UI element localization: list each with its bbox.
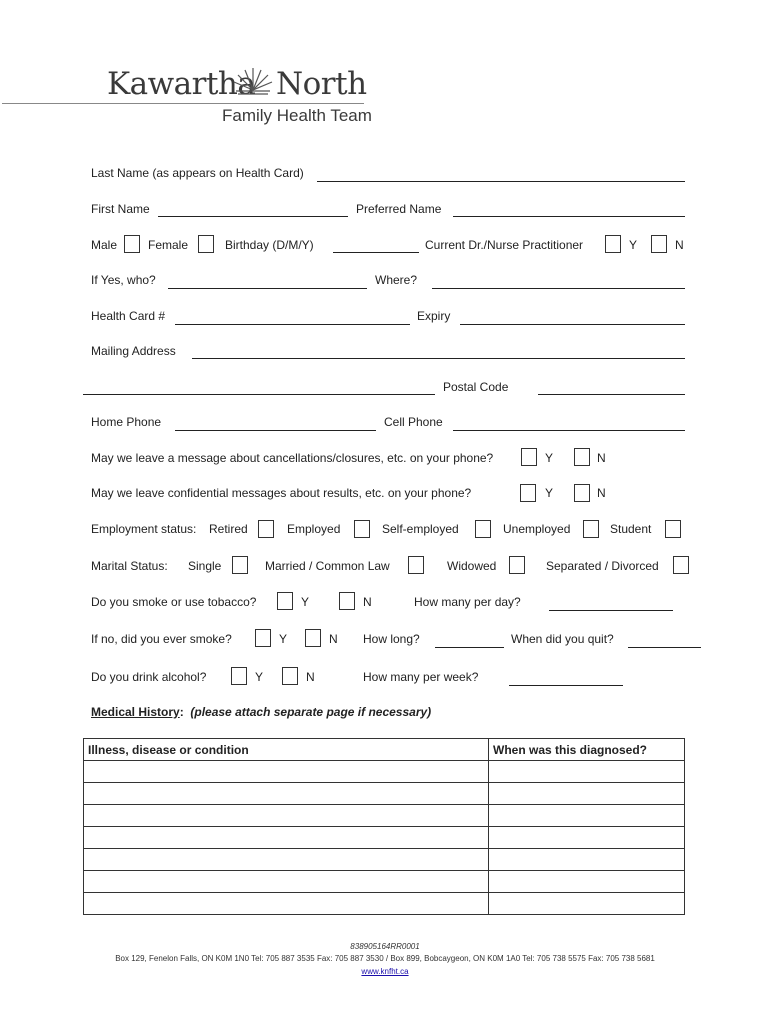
logo-word-left: Kawartha bbox=[107, 66, 256, 102]
employment-unemployed-label: Unemployed bbox=[503, 522, 571, 536]
birthday-field[interactable] bbox=[333, 252, 419, 253]
how-long-field[interactable] bbox=[435, 647, 504, 648]
current-dr-no-label: N bbox=[675, 238, 684, 252]
msg-cancellations-no-label: N bbox=[597, 451, 606, 465]
footer-doc-code: 838905164RR0001 bbox=[350, 942, 420, 951]
table-row bbox=[84, 805, 685, 827]
msg-confidential-no-checkbox[interactable] bbox=[574, 484, 590, 502]
marital-married-label: Married / Common Law bbox=[265, 559, 390, 573]
diagnosed-cell[interactable] bbox=[489, 827, 685, 849]
how-many-per-day-label: How many per day? bbox=[414, 595, 521, 609]
smoke-label: Do you smoke or use tobacco? bbox=[91, 595, 257, 609]
smoke-no-label: N bbox=[363, 595, 372, 609]
current-dr-no-checkbox[interactable] bbox=[651, 235, 667, 253]
footer-address: Box 129, Fenelon Falls, ON K0M 1N0 Tel: 705 887 3535 Fax: 705 887 3530 / Box 899, Bobcaygeon, ON K0M 1A0 Tel: 705 738 5575 Fax: 705 738 5681 bbox=[115, 954, 655, 963]
msg-cancellations-no-checkbox[interactable] bbox=[574, 448, 590, 466]
illness-cell[interactable] bbox=[84, 783, 489, 805]
cell-phone-label: Cell Phone bbox=[384, 415, 443, 429]
employment-self-employed-label: Self-employed bbox=[382, 522, 459, 536]
current-dr-yes-label: Y bbox=[629, 238, 638, 252]
first-name-label: First Name bbox=[91, 202, 150, 216]
table-row bbox=[84, 849, 685, 871]
table-row bbox=[84, 893, 685, 915]
employment-employed-label: Employed bbox=[287, 522, 341, 536]
illness-cell[interactable] bbox=[84, 893, 489, 915]
home-phone-field[interactable] bbox=[175, 430, 376, 431]
drink-label: Do you drink alcohol? bbox=[91, 670, 207, 684]
marital-separated-checkbox[interactable] bbox=[673, 556, 689, 574]
mailing-address-label: Mailing Address bbox=[91, 344, 176, 358]
last-name-field[interactable] bbox=[317, 181, 685, 182]
msg-cancellations-yes-label: Y bbox=[545, 451, 554, 465]
medical-history-note: (please attach separate page if necessary) bbox=[190, 705, 432, 719]
preferred-name-field[interactable] bbox=[453, 216, 685, 217]
column-header-illness: Illness, disease or condition bbox=[84, 739, 489, 761]
header-logo bbox=[0, 8, 380, 130]
current-dr-yes-checkbox[interactable] bbox=[605, 235, 621, 253]
diagnosed-cell[interactable] bbox=[489, 871, 685, 893]
mailing-address-field[interactable] bbox=[192, 358, 685, 359]
ever-smoke-no-label: N bbox=[329, 632, 338, 646]
expiry-field[interactable] bbox=[460, 324, 685, 325]
employment-retired-checkbox[interactable] bbox=[258, 520, 274, 538]
msg-cancellations-yes-checkbox[interactable] bbox=[521, 448, 537, 466]
employment-retired-label: Retired bbox=[209, 522, 248, 536]
ever-smoke-yes-checkbox[interactable] bbox=[255, 629, 271, 647]
where-field[interactable] bbox=[432, 288, 685, 289]
ever-smoke-no-checkbox[interactable] bbox=[305, 629, 321, 647]
last-name-label: Last Name (as appears on Health Card) bbox=[91, 166, 304, 180]
table-header-row bbox=[84, 739, 685, 761]
logo-word-right: North bbox=[276, 66, 367, 102]
diagnosed-cell[interactable] bbox=[489, 783, 685, 805]
if-yes-who-label: If Yes, who? bbox=[91, 273, 156, 287]
if-yes-who-field[interactable] bbox=[168, 288, 367, 289]
health-card-field[interactable] bbox=[175, 324, 410, 325]
marital-widowed-checkbox[interactable] bbox=[509, 556, 525, 574]
male-checkbox[interactable] bbox=[124, 235, 140, 253]
msg-confidential-yes-checkbox[interactable] bbox=[520, 484, 536, 502]
ever-smoke-yes-label: Y bbox=[279, 632, 288, 646]
logo-divider bbox=[2, 103, 364, 104]
logo-subtitle: Family Health Team bbox=[222, 106, 372, 125]
mailing-address-line2-field[interactable] bbox=[83, 394, 435, 395]
postal-code-field[interactable] bbox=[538, 394, 685, 395]
diagnosed-cell[interactable] bbox=[489, 761, 685, 783]
how-many-per-week-field[interactable] bbox=[509, 685, 623, 686]
postal-code-label: Postal Code bbox=[443, 380, 509, 394]
cell-phone-field[interactable] bbox=[453, 430, 685, 431]
footer-website-wrap bbox=[0, 966, 770, 978]
diagnosed-cell[interactable] bbox=[489, 893, 685, 915]
ever-smoke-label: If no, did you ever smoke? bbox=[91, 632, 232, 646]
table-row bbox=[84, 827, 685, 849]
how-long-label: How long? bbox=[363, 632, 420, 646]
where-label: Where? bbox=[375, 273, 418, 287]
marital-single-label: Single bbox=[188, 559, 222, 573]
illness-cell[interactable] bbox=[84, 805, 489, 827]
employment-employed-checkbox[interactable] bbox=[354, 520, 370, 538]
msg-cancellations-label: May we leave a message about cancellations/closures, etc. on your phone? bbox=[91, 451, 494, 465]
health-card-label: Health Card # bbox=[91, 309, 166, 323]
illness-cell[interactable] bbox=[84, 827, 489, 849]
employment-self-employed-checkbox[interactable] bbox=[475, 520, 491, 538]
smoke-yes-checkbox[interactable] bbox=[277, 592, 293, 610]
marital-widowed-label: Widowed bbox=[447, 559, 497, 573]
smoke-yes-label: Y bbox=[301, 595, 310, 609]
employment-unemployed-checkbox[interactable] bbox=[583, 520, 599, 538]
how-many-per-day-field[interactable] bbox=[549, 610, 673, 611]
medical-history-title: Medical History bbox=[91, 705, 180, 719]
table-row bbox=[84, 761, 685, 783]
first-name-field[interactable] bbox=[158, 216, 348, 217]
drink-no-label: N bbox=[306, 670, 315, 684]
msg-confidential-no-label: N bbox=[597, 486, 606, 500]
illness-cell[interactable] bbox=[84, 871, 489, 893]
diagnosed-cell[interactable] bbox=[489, 805, 685, 827]
drink-yes-label: Y bbox=[255, 670, 264, 684]
when-quit-field[interactable] bbox=[628, 647, 701, 648]
footer-website-link[interactable]: www.knfht.ca bbox=[361, 967, 409, 976]
table-row bbox=[84, 871, 685, 893]
table-row bbox=[84, 783, 685, 805]
medical-history-heading bbox=[91, 705, 431, 719]
msg-confidential-label: May we leave confidential messages about results, etc. on your phone? bbox=[91, 486, 472, 500]
employment-student-checkbox[interactable] bbox=[665, 520, 681, 538]
employment-label: Employment status: bbox=[91, 522, 197, 536]
female-checkbox[interactable] bbox=[198, 235, 214, 253]
birthday-label: Birthday (D/M/Y) bbox=[225, 238, 314, 252]
drink-yes-checkbox[interactable] bbox=[231, 667, 247, 685]
marital-married-checkbox[interactable] bbox=[408, 556, 424, 574]
illness-cell[interactable] bbox=[84, 761, 489, 783]
diagnosed-cell[interactable] bbox=[489, 849, 685, 871]
home-phone-label: Home Phone bbox=[91, 415, 162, 429]
marital-separated-label: Separated / Divorced bbox=[546, 559, 659, 573]
medical-history-colon: : bbox=[179, 705, 191, 719]
illness-cell[interactable] bbox=[84, 849, 489, 871]
smoke-no-checkbox[interactable] bbox=[339, 592, 355, 610]
female-label: Female bbox=[148, 238, 189, 252]
when-quit-label: When did you quit? bbox=[511, 632, 614, 646]
marital-label: Marital Status: bbox=[91, 559, 168, 573]
expiry-label: Expiry bbox=[417, 309, 451, 323]
current-dr-label: Current Dr./Nurse Practitioner bbox=[425, 238, 584, 252]
male-label: Male bbox=[91, 238, 118, 252]
column-header-diagnosed: When was this diagnosed? bbox=[489, 739, 685, 761]
employment-student-label: Student bbox=[610, 522, 652, 536]
how-many-per-week-label: How many per week? bbox=[363, 670, 479, 684]
sunburst-icon bbox=[232, 64, 274, 96]
drink-no-checkbox[interactable] bbox=[282, 667, 298, 685]
preferred-name-label: Preferred Name bbox=[356, 202, 442, 216]
marital-single-checkbox[interactable] bbox=[232, 556, 248, 574]
medical-history-table bbox=[83, 738, 685, 915]
msg-confidential-yes-label: Y bbox=[545, 486, 554, 500]
